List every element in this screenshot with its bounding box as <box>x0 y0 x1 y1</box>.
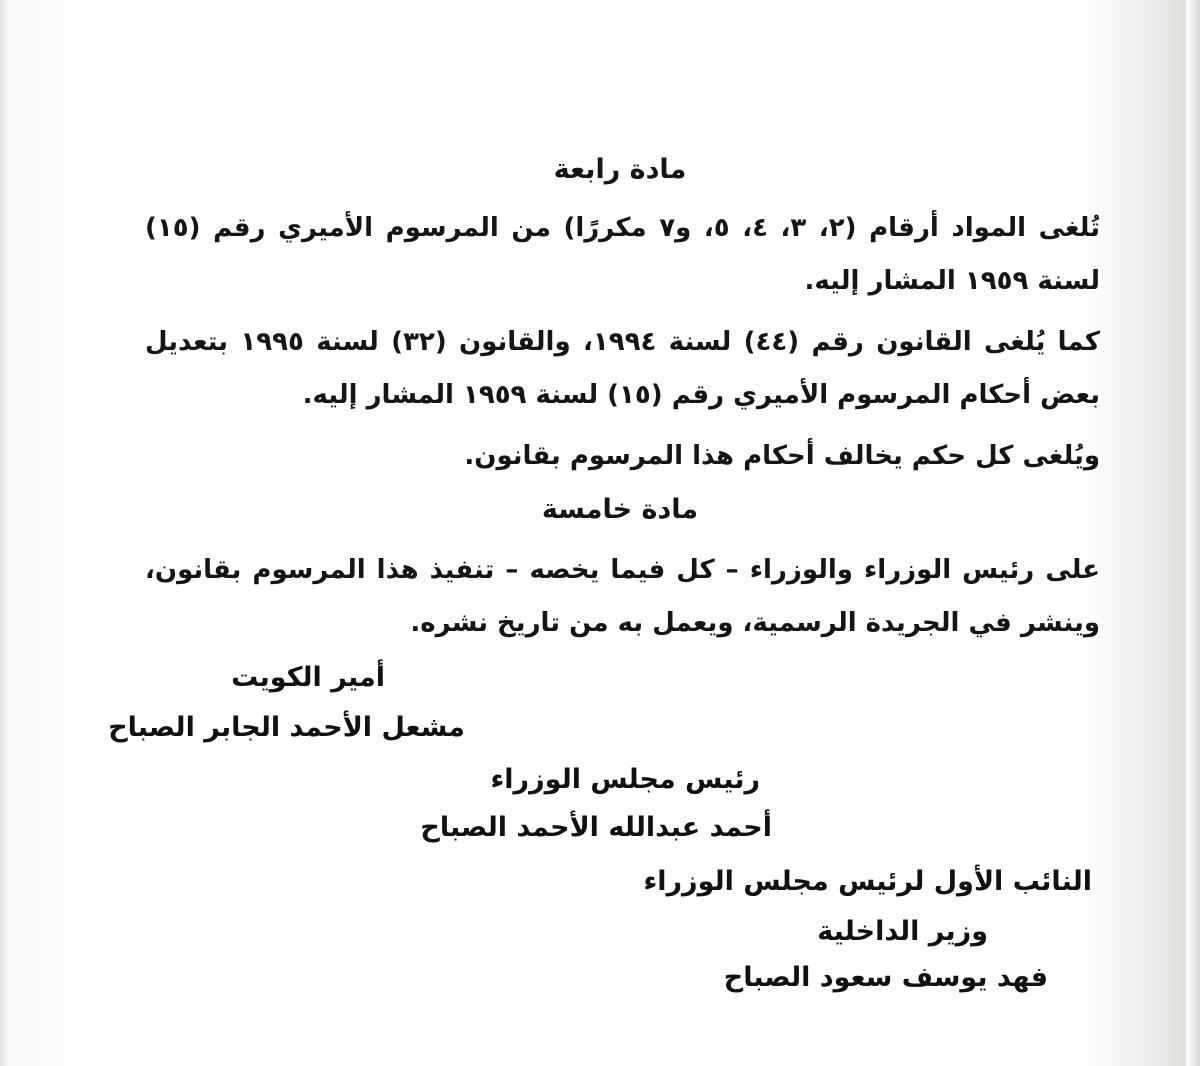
article-5-heading: مادة خامسة <box>541 494 699 525</box>
article-4-paragraph-3: ويُلغى كل حكم يخالف أحكام هذا المرسوم بقانون. <box>464 441 1100 471</box>
article-4-paragraph-1: تُلغى المواد أرقام (٢، ٣، ٤، ٥، و٧ مكررًا) من المرسوم الأميري رقم (١٥) لسنة ١٩٥٩ المشار إليه. <box>145 213 1101 296</box>
prime-minister-name: أحمد عبدالله الأحمد الصباح <box>420 812 772 843</box>
interior-minister-title: وزير الداخلية <box>817 916 988 947</box>
page-edge-right <box>1186 0 1200 1066</box>
article-4-paragraph-2: كما يُلغى القانون رقم (٤٤) لسنة ١٩٩٤، والقانون (٣٢) لسنة ١٩٩٥ بتعديل بعض أحكام المرسوم الأميري رقم (١٥) لسنة ١٩٥٩ المشار إليه. <box>145 327 1100 410</box>
first-deputy-title: النائب الأول لرئيس مجلس الوزراء <box>643 866 1092 897</box>
amir-title: أمير الكويت <box>231 662 385 693</box>
amir-name: مشعل الأحمد الجابر الصباح <box>108 712 465 743</box>
first-deputy-name: فهد يوسف سعود الصباح <box>723 962 1048 993</box>
prime-minister-title: رئيس مجلس الوزراء <box>490 764 760 795</box>
article-4-heading: مادة رابعة <box>553 154 687 185</box>
page-edge-left <box>0 0 10 1066</box>
article-5-paragraph-1: على رئيس الوزراء والوزراء – كل فيما يخصه – تنفيذ هذا المرسوم بقانون، وينشر في الجريدة الرسمية، ويعمل به من تاريخ نشره. <box>145 555 1100 638</box>
